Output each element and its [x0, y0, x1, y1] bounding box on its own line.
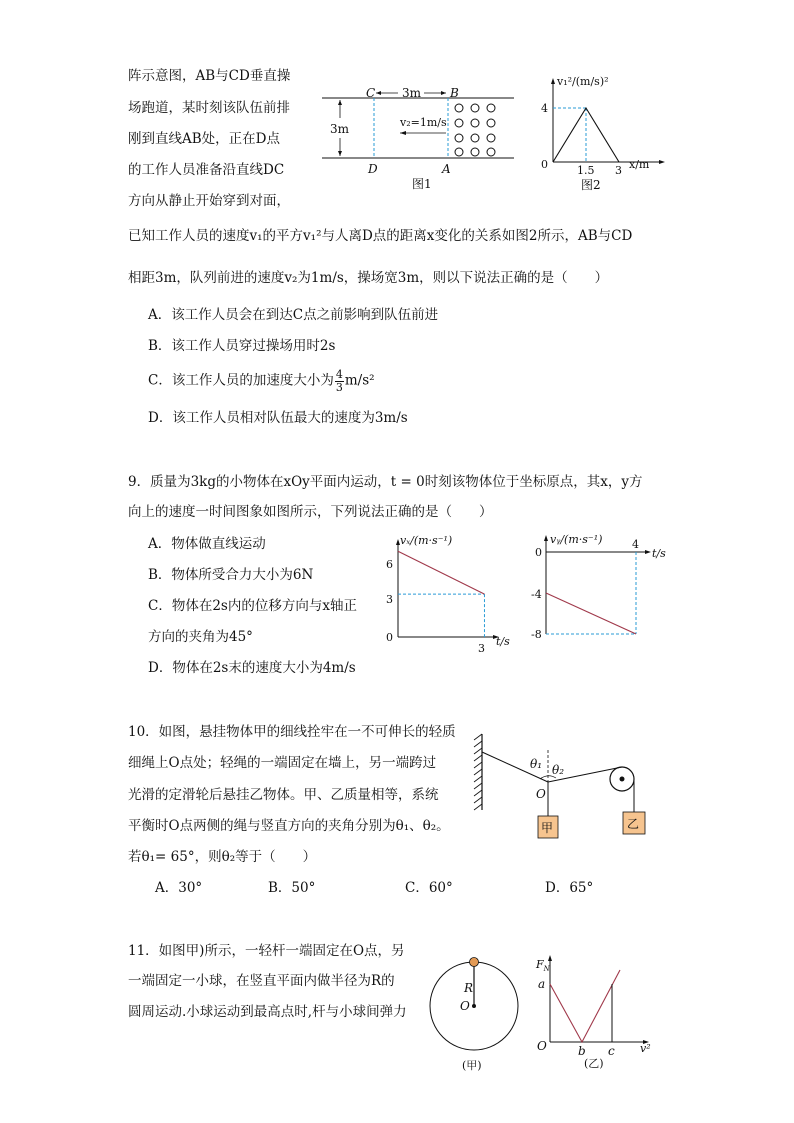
mass-jia-label: 甲	[541, 821, 554, 835]
q10-line-3: 光滑的定滑轮后悬挂乙物体。甲、乙质量相等，系统	[128, 787, 439, 803]
fn-tick-o: O	[537, 1039, 547, 1053]
mass-yi-label: 乙	[627, 817, 640, 831]
fig2-origin: 0	[541, 158, 548, 171]
q10-line-2: 细绳上O点处；轻绳的一端固定在墙上，另一端跨过	[128, 755, 437, 771]
fig1-label-a: A	[442, 162, 451, 176]
theta2-label: θ₂	[552, 763, 565, 777]
q9-option-a: A．物体做直线运动	[148, 536, 266, 552]
vx-tick-3: 3	[386, 593, 393, 606]
q8-figure-1	[318, 84, 518, 194]
fn-tick-c: c	[608, 1044, 615, 1058]
q9-option-c-2: 方向的夹角为45°	[148, 629, 253, 645]
fig-jia-r: R	[464, 981, 474, 995]
q10-option-b: B．50°	[268, 880, 316, 896]
q11-line-3: 圆周运动.小球运动到最高点时,杆与小球间弹力	[128, 1004, 407, 1020]
vx-tick-0: 0	[386, 631, 393, 644]
q8-option-c-fraction	[335, 369, 344, 393]
q9-option-b: B．物体所受合力大小为6N	[148, 567, 314, 583]
theta1-label: θ₁	[530, 757, 543, 771]
vy-tick-m8: -8	[531, 628, 542, 641]
q8-figure-2	[535, 72, 675, 192]
q8-option-c-unit: m/s²	[344, 372, 375, 389]
fn-xlabel: v²	[640, 1042, 651, 1055]
q8-line-7: 相距3m，队列前进的速度v₂为1m/s，操场宽3m，则以下说法正确的是（ ）	[128, 270, 609, 286]
fig2-tick-x1: 1.5	[577, 164, 595, 177]
fig-jia-caption: (甲)	[462, 1059, 482, 1072]
fig2-caption: 图2	[581, 178, 601, 192]
q8-line-3: 刚到直线AB处，正在D点	[128, 131, 280, 147]
fn-ylabel: $F_N$	[536, 958, 550, 973]
q8-option-c-prefix: C．该工作人员的加速度大小为	[148, 372, 334, 389]
vy-ylabel: vᵧ/(m·s⁻¹)	[550, 533, 603, 546]
q10-figure	[470, 730, 650, 845]
q9-option-d: D．物体在2s末的速度大小为4m/s	[148, 660, 356, 676]
q10-option-c: C．60°	[405, 880, 453, 896]
vx-series-line	[398, 551, 484, 594]
fn-tick-b: b	[578, 1044, 586, 1058]
q8-option-b: B．该工作人员穿过操场用时2s	[148, 338, 336, 354]
vy-tick-m4: -4	[531, 588, 542, 601]
vy-tick-0: 0	[535, 546, 542, 559]
frac-num: 4	[335, 368, 343, 381]
fig1-label-d: D	[368, 162, 378, 176]
fig1-speed: v₂=1m/s	[400, 116, 447, 129]
q11-line-1: 11．如图甲)所示，一轻杆一端固定在O点，另	[128, 943, 405, 959]
q11-figure-jia	[428, 952, 528, 1077]
fig2-xlabel: x/m	[629, 158, 650, 171]
q8-line-6: 已知工作人员的速度v₁的平方v₁²与人离D点的距离x变化的关系如图2所示，AB与CD	[128, 228, 633, 244]
fig2-ylabel: v₁²/(m/s)²	[557, 75, 609, 88]
q9-line-2: 向上的速度一时间图象如图所示，下列说法正确的是（ ）	[128, 504, 493, 520]
fig1-dist-side: 3m	[330, 122, 350, 136]
q10-option-a: A．30°	[155, 880, 203, 896]
vx-ylabel: vₓ/(m·s⁻¹)	[400, 534, 453, 547]
q11-line-2: 一端固定一小球，在竖直平面内做半径为R的	[128, 973, 395, 989]
fn-series-line	[550, 970, 620, 1042]
fig-yi-caption: (乙)	[584, 1057, 604, 1070]
q9-vy-chart	[530, 532, 680, 642]
q8-option-d: D．该工作人员相对队伍最大的速度为3m/s	[148, 410, 408, 426]
vy-series-line	[546, 593, 636, 634]
fig1-label-c: C	[366, 86, 376, 100]
q10-option-d: D．65°	[545, 880, 594, 896]
q8-option-a: A．该工作人员会在到达C点之前影响到队伍前进	[148, 307, 439, 323]
fig1-dist-top: 3m	[402, 86, 422, 100]
q8-option-c	[148, 369, 375, 393]
fn-tick-a: a	[538, 977, 546, 991]
q9-vx-chart	[368, 532, 518, 657]
vy-xlabel: t/s	[652, 547, 666, 560]
point-o-label: O	[536, 787, 546, 801]
fig2-tick-x2: 3	[615, 164, 622, 177]
q8-line-1: 阵示意图，AB与CD垂直操	[128, 68, 291, 84]
vx-xlabel: t/s	[496, 635, 510, 648]
q9-option-c-1: C．物体在2s内的位移方向与x轴正	[148, 598, 357, 614]
fig1-caption: 图1	[412, 177, 432, 191]
q10-line-4: 平衡时O点两侧的绳与竖直方向的夹角分别为θ₁、θ₂。	[128, 818, 450, 834]
q8-line-4: 的工作人员准备沿直线DC	[128, 162, 285, 178]
q8-line-5: 方向从静止开始穿到对面，	[128, 193, 290, 209]
vx-tick-x3: 3	[478, 642, 485, 655]
vx-tick-6: 6	[386, 558, 393, 571]
q10-line-5: 若θ₁= 65°，则θ₂等于（ ）	[128, 849, 317, 865]
q10-line-1: 10．如图，悬挂物体甲的细线拴牢在一不可伸长的轻质	[128, 724, 456, 740]
fig-jia-o: O	[460, 999, 470, 1013]
q8-line-2: 场跑道，某时刻该队伍前排	[128, 100, 290, 116]
q9-line-1: 9．质量为3kg的小物体在xOy平面内运动，t = 0时刻该物体位于坐标原点，其x，y方	[128, 474, 643, 490]
fig2-tick-y: 4	[541, 102, 548, 115]
q11-figure-yi	[532, 950, 662, 1075]
fig1-label-b: B	[450, 86, 459, 100]
frac-den: 3	[335, 380, 343, 394]
vy-tick-x4: 4	[632, 538, 639, 551]
